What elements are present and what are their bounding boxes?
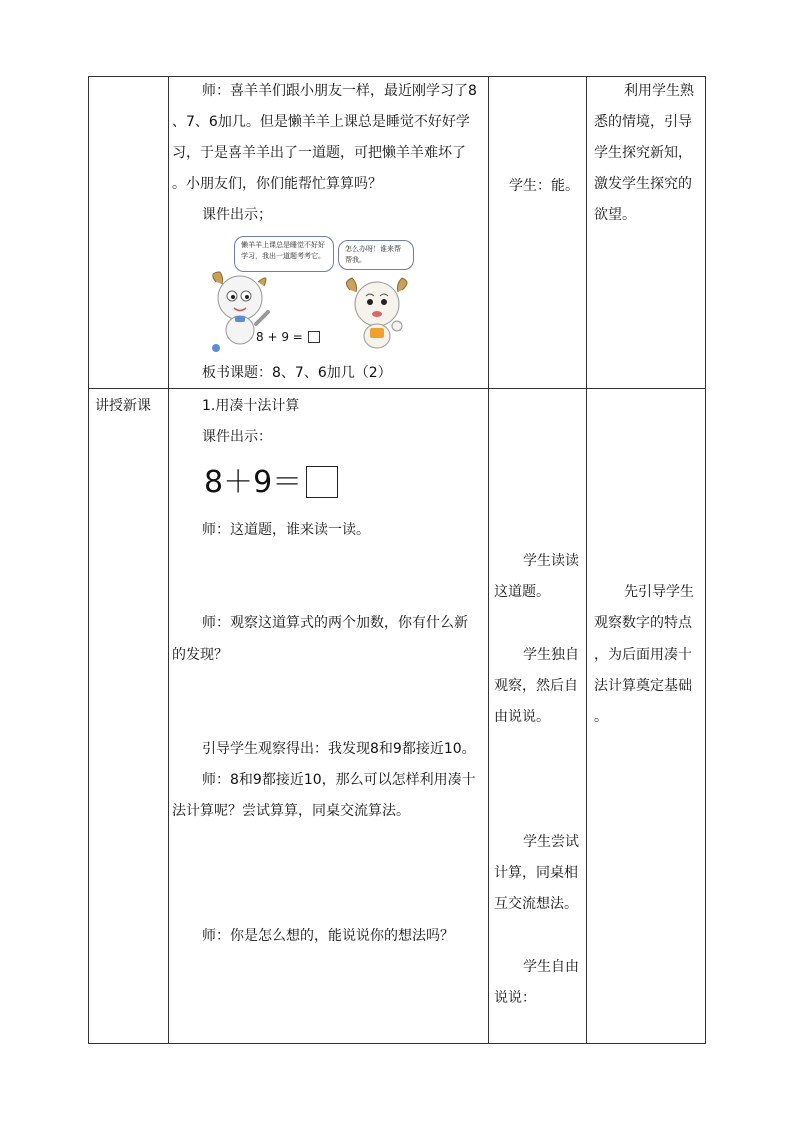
teacher-line: 师：你是怎么想的，能说说你的想法吗？ bbox=[202, 928, 454, 944]
guide-line: 引导学生观察得出：我发现8和9都接近10。 bbox=[202, 741, 476, 757]
student-response: 由说说。 bbox=[494, 709, 550, 725]
design-intent-line: 先引导学生 bbox=[624, 584, 694, 600]
column-divider bbox=[586, 77, 587, 1043]
lazy-goat-icon bbox=[342, 274, 412, 354]
section-title: 1.用凑十法计算 bbox=[202, 398, 300, 414]
student-response: 说说： bbox=[494, 990, 536, 1006]
student-response: 学生独自 bbox=[523, 647, 579, 663]
design-intent-line: 观察数字的特点 bbox=[594, 615, 692, 631]
student-response: 互交流想法。 bbox=[494, 896, 578, 912]
speech-bubble-left: 懒羊羊上课总是睡觉不好好学习，我出一道题考考它。 bbox=[234, 236, 334, 272]
student-response: 学生自由 bbox=[523, 959, 579, 975]
design-intent-line: 悉的情境，引导 bbox=[594, 114, 692, 130]
design-intent-line: 。 bbox=[594, 709, 608, 725]
column-divider bbox=[488, 77, 489, 1043]
design-intent-line: 利用学生熟 bbox=[624, 83, 694, 99]
speech-bubble-right: 怎么办呀！谁来帮帮我。 bbox=[338, 240, 414, 270]
column-divider bbox=[168, 77, 169, 1043]
design-intent-line: ，为后面用凑十 bbox=[594, 647, 692, 663]
small-equation: 8 + 9 = bbox=[256, 330, 303, 344]
courseware-label: 课件出示： bbox=[202, 429, 272, 445]
big-equation: 8＋9＝ bbox=[204, 465, 303, 500]
teacher-line: 法计算呢？尝试算算，同桌交流算法。 bbox=[172, 803, 410, 819]
student-response: 学生：能。 bbox=[509, 178, 579, 194]
student-response: 这道题。 bbox=[494, 584, 550, 600]
student-response: 学生读读 bbox=[523, 553, 579, 569]
teacher-line: 师：喜羊羊们跟小朋友一样，最近刚学习了8 bbox=[202, 83, 477, 99]
design-intent-line: 学生探究新知， bbox=[594, 145, 692, 161]
courseware-illustration bbox=[200, 232, 420, 356]
teacher-line: 的发现？ bbox=[172, 647, 228, 663]
stage-label: 讲授新课 bbox=[95, 398, 151, 414]
teacher-line: 、7、6加几。但是懒羊羊上课总是睡觉不好好学 bbox=[172, 114, 470, 130]
answer-box-big bbox=[306, 466, 338, 498]
teacher-line: 师：8和9都接近10，那么可以怎样利用凑十 bbox=[202, 772, 476, 788]
courseware-label: 课件出示； bbox=[202, 207, 272, 223]
board-title: 板书课题：8、7、6加几（2） bbox=[202, 365, 392, 381]
teacher-line: 师：观察这道算式的两个加数，你有什么新 bbox=[202, 615, 468, 631]
answer-box-small bbox=[308, 331, 320, 343]
row-divider bbox=[89, 388, 705, 389]
teacher-line: 习，于是喜羊羊出了一道题，可把懒羊羊难坏了 bbox=[172, 145, 466, 161]
design-intent-line: 法计算奠定基础 bbox=[594, 678, 692, 694]
design-intent-line: 欲望。 bbox=[594, 207, 636, 223]
teacher-line: 师：这道题，谁来读一读。 bbox=[202, 522, 370, 538]
design-intent-line: 激发学生探究的 bbox=[594, 176, 692, 192]
teacher-line: 。小朋友们，你们能帮忙算算吗？ bbox=[172, 176, 382, 192]
student-response: 计算，同桌相 bbox=[494, 865, 578, 881]
student-response: 观察，然后自 bbox=[494, 678, 578, 694]
student-response: 学生尝试 bbox=[523, 834, 579, 850]
